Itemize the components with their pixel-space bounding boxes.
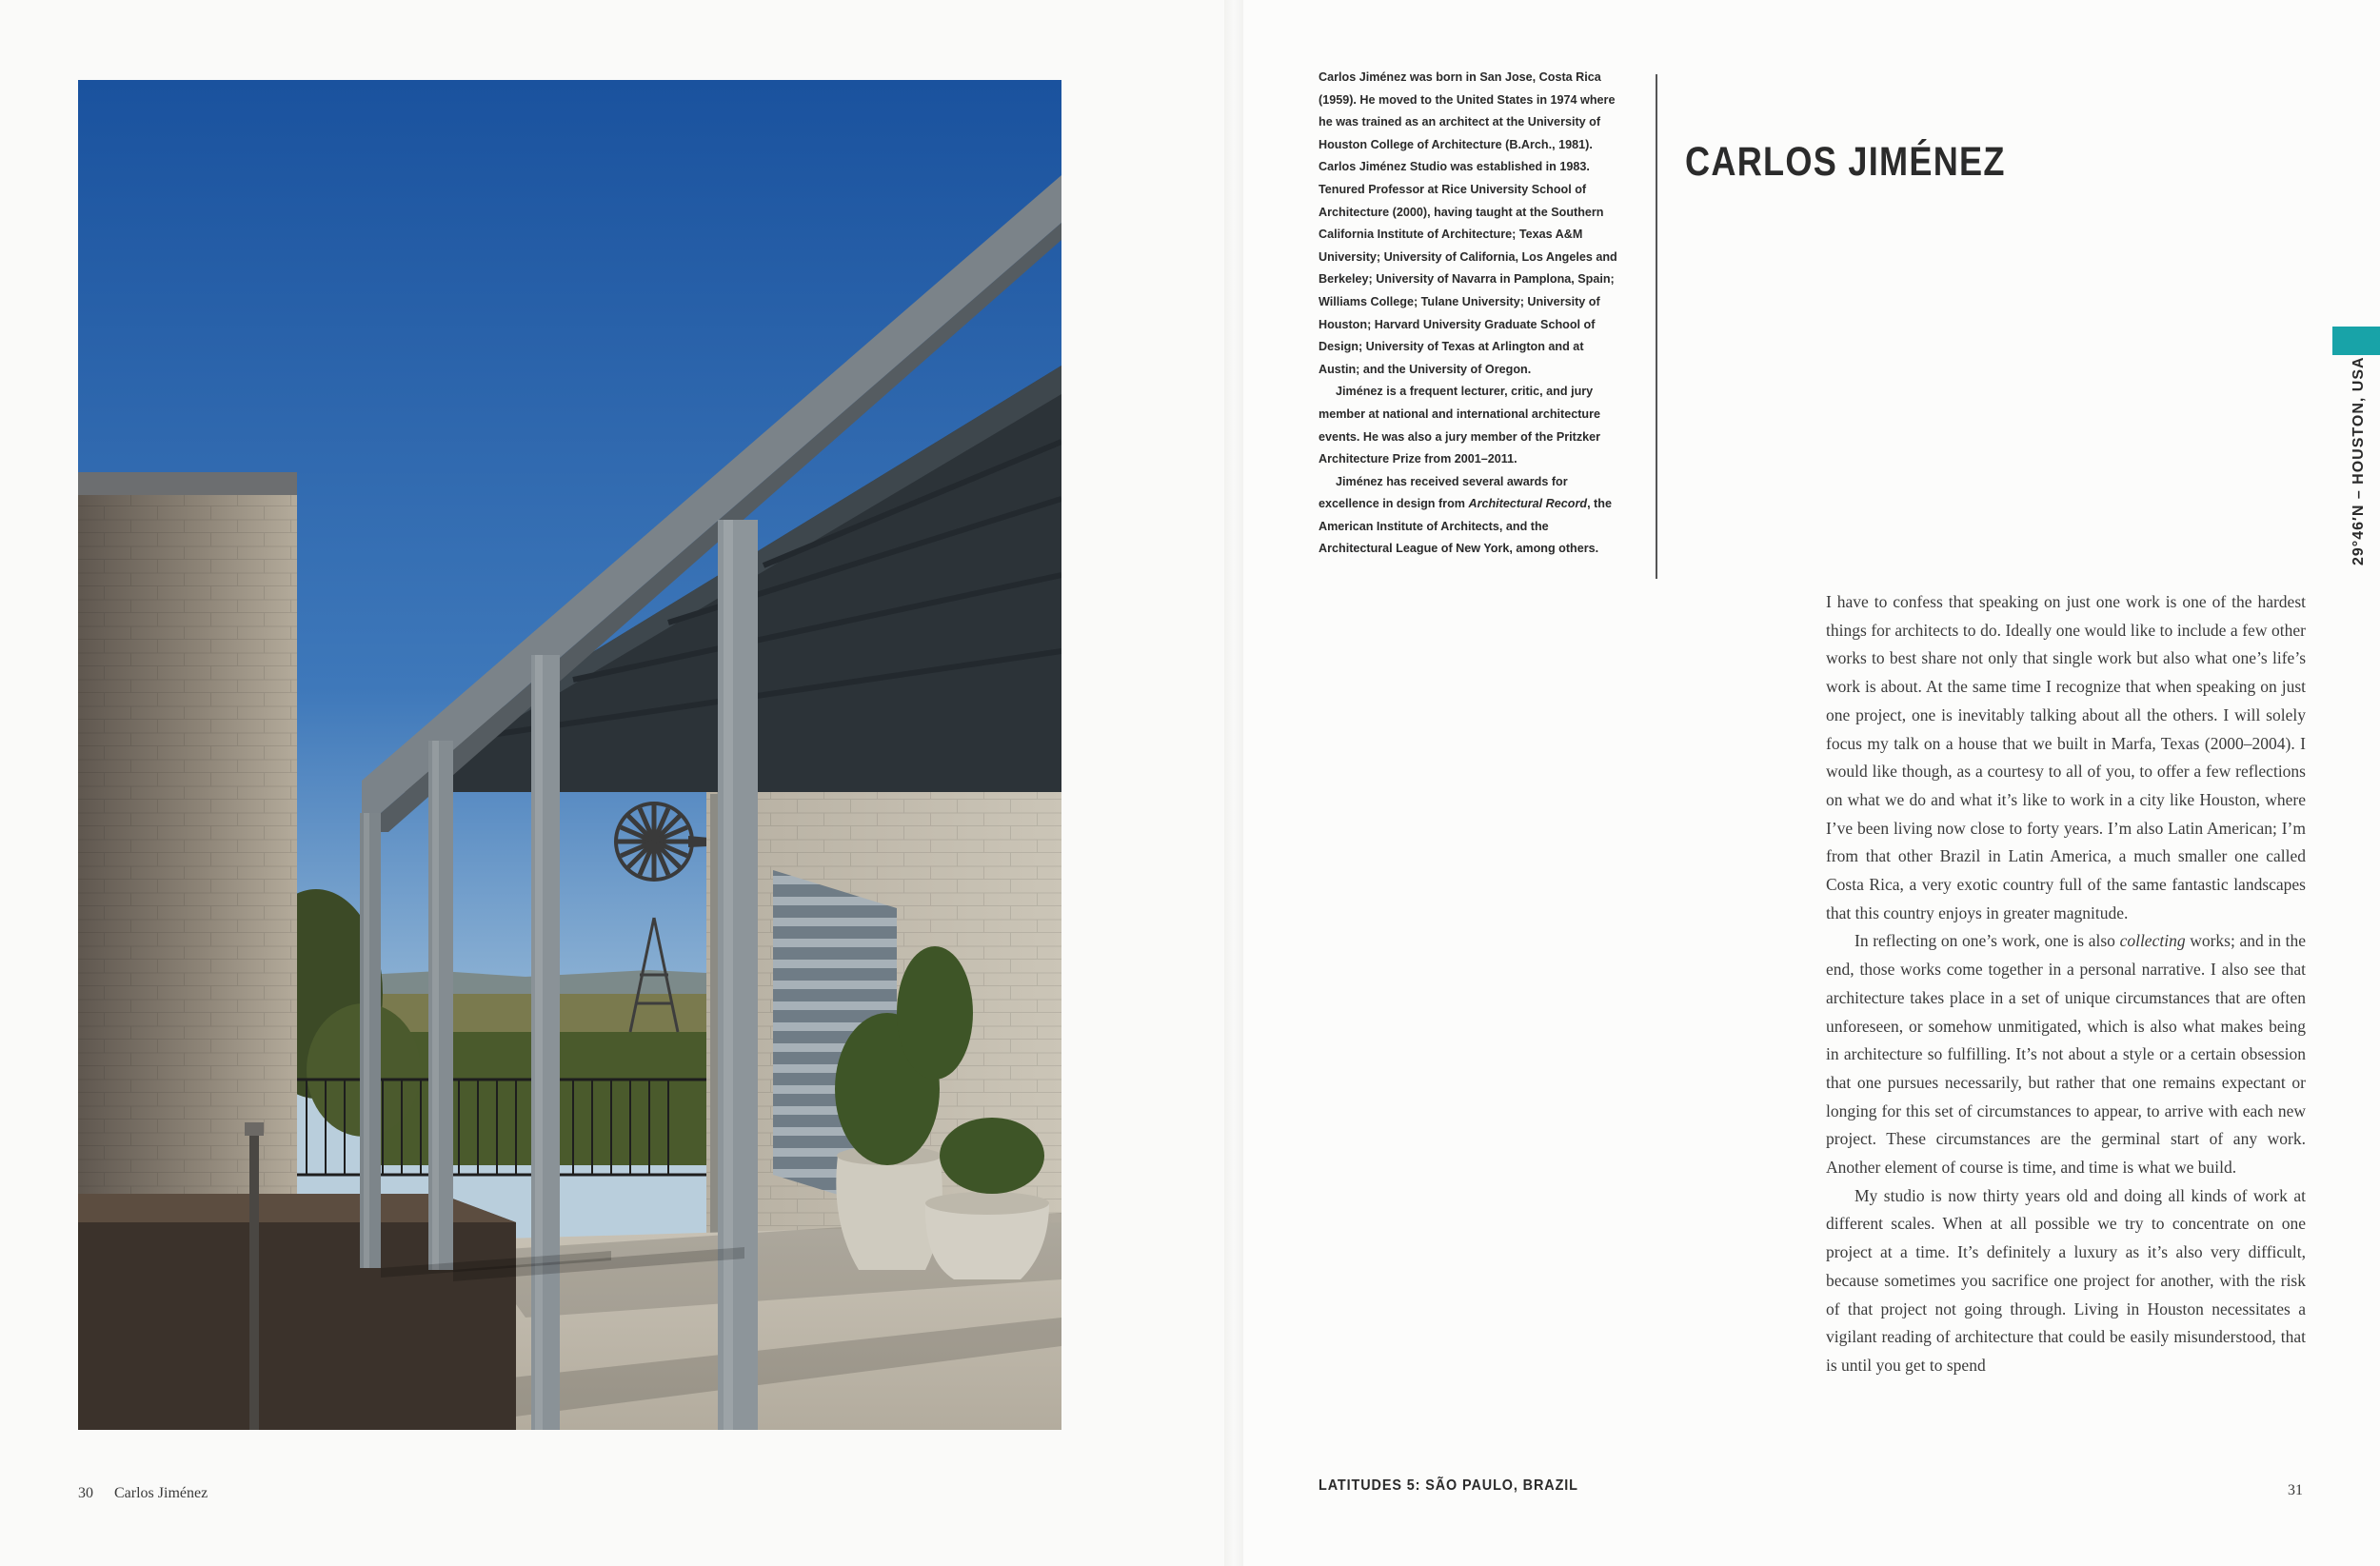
italic-word: collecting <box>2119 931 2186 951</box>
publication-name: Architectural Record <box>1468 497 1588 511</box>
running-head: LATITUDES 5: SÃO PAULO, BRAZIL <box>1319 1477 1578 1494</box>
essay-text <box>1826 588 2306 1380</box>
location-coordinates: 29°46′N – HOUSTON, USA <box>2350 356 2367 565</box>
vertical-rule <box>1656 74 1657 579</box>
essay-paragraph <box>1826 927 2306 1181</box>
bio-text: , the American Institute of Architects, and the Architectural League of New York, among others. <box>1319 497 1612 556</box>
page-number-left: 30 <box>78 1485 93 1501</box>
left-footer <box>78 1485 208 1502</box>
essay-paragraph: My studio is now thirty years old and doing all kinds of work at different scales. When at all possible we try to concentrate on one project at a time. It’s definitely a luxury as it’s also very difficult, because sometimes you sacrifice one project for another, with the risk of that project not going through. Living in Houston necessitates a vigilant reading of architecture that could be easily misunderstood, that is until you get to spend <box>1826 1185 2306 1375</box>
architecture-photo <box>78 80 1061 1430</box>
bio-paragraph: Jiménez is a frequent lecturer, critic, and jury member at national and international architecture events. He was also a jury member of the Pritzker Architecture Prize from 2001–2011. <box>1319 385 1601 466</box>
essay-text-run: In reflecting on one’s work, one is also <box>1854 931 2120 951</box>
bio-paragraph: Carlos Jiménez was born in San Jose, Costa Rica (1959). He moved to the United States in 1974 where he was trained as an architect at the University of Houston College of Architecture (B.Arch., 1981). Carlos Jiménez Studio was established in 1983. Tenured Professor at Rice University School of Architecture (2000), having taught at the Southern California Institute of Architecture; Texas A&M University; University of California, Los Angeles and Berkeley; University of Navarra in Pamplona, Spain; Williams College; Tulane University; University of Houston; Harvard University Graduate School of Design; University of Texas at Arlington and at Austin; and the University of Oregon. <box>1319 70 1617 376</box>
running-title: Carlos Jiménez <box>114 1485 208 1501</box>
chapter-title: CARLOS JIMÉNEZ <box>1685 139 2006 185</box>
book-gutter <box>1224 0 1243 1566</box>
essay-paragraph: I have to confess that speaking on just one work is one of the hardest things for architects to do. Ideally one would like to include a few other works to best share not only that single work but also what one’s life’s work is about. At the same time I recognize that when speaking on just one project, one is inevitably talking about all the others. I will solely focus my talk on a house that we built in Marfa, Texas (2000–2004). I would like though, as a courtesy to all of you, to offer a few reflections on what we do and what it’s like to work in a city like Houston, where I’ve been living now close to forty years. I’m also Latin American; I’m from that other Brazil in Latin America, a much smaller one called Costa Rica, a very exotic country full of the same fantastic landscapes that this country enjoys in greater magnitude. <box>1826 592 2306 922</box>
bio-text: Jiménez has received several awards for excellence in design from <box>1319 474 1568 511</box>
section-color-tab <box>2332 327 2380 355</box>
author-bio <box>1319 67 1623 561</box>
bio-paragraph <box>1319 471 1623 561</box>
page-number-right: 31 <box>2288 1482 2303 1498</box>
essay-text-run: works; and in the end, those works come together in a personal narrative. I also see that architecture takes place in a set of unique circumstances that are often unforeseen, or somehow unmitigated, which is also what makes being in architecture so fulfilling. It’s not about a style or a certain obsession that one pursues necessarily, but rather that one remains expectant or longing for this set of circumstances to appear, to arrive with each new project. These circumstances are the germinal start of any work. Another element of course is time, and time is what we build. <box>1826 931 2306 1178</box>
